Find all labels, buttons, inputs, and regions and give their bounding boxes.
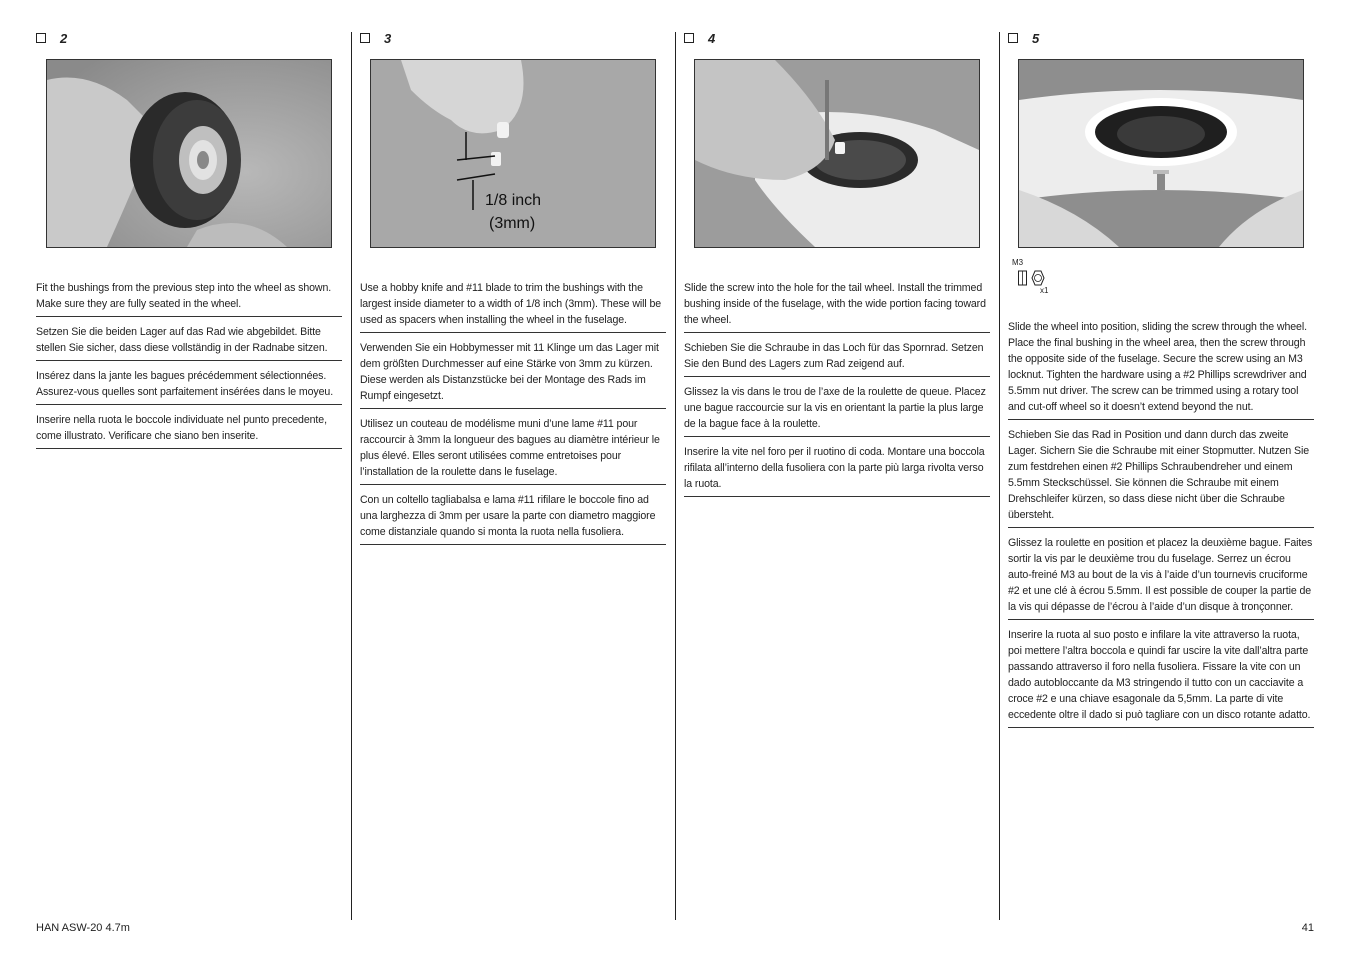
step-3-column [360, 28, 666, 550]
paragraph-german: Schieben Sie die Schraube in das Loch für das Spornrad. Setzen Sie den Bund des Lagers zum Rad zeigend auf. [684, 338, 990, 377]
paragraph-italian: Inserire la vite nel foro per il ruotino di coda. Montare una boccola rifilata all’interno della fusoliera con la parte più larga rivolta verso la ruota. [684, 442, 990, 497]
paragraph-english: Fit the bushings from the previous step into the wheel as shown. Make sure they are fully seated in the wheel. [36, 278, 342, 317]
checkbox-icon[interactable] [684, 33, 694, 43]
paragraph-italian: Inserire la ruota al suo posto e infilare la vite attraverso la ruota, poi mettere l’altra boccola e quindi far uscire la vite dall’altra parte passando attraverso il foro nella fusoliera. Fissare la vite con un dado autobloccante da M3 stringendo il tutto con un cacciavite a croce #2 e una chiave esagonale da 5,5mm. La parte di vite eccedente oltre il dado si può tagliare con un disco rotante adatto. [1008, 625, 1314, 728]
paragraph-english: Use a hobby knife and #11 blade to trim the bushings with the largest inside diameter to a width of 1/8 inch (3mm). These will be used as spacers when installing the wheel in the fuselage. [360, 278, 666, 333]
paragraph-german: Verwenden Sie ein Hobbymesser mit 11 Klinge um das Lager mit dem größten Durchmesser auf eine Stärke von 3mm zu kürzen. Diese werden als Distanzstücke bei der Montage des Rads im Rumpf eingesetzt. [360, 338, 666, 409]
hardware-label: M3 [1012, 258, 1024, 267]
checkbox-icon[interactable] [360, 33, 370, 43]
wheel-bushing-photo [46, 59, 332, 248]
footer-model-name: HAN ASW-20 4.7m [36, 922, 130, 934]
column-divider [351, 32, 352, 920]
step-number: 2 [60, 30, 68, 46]
photo-measure-label-mm: (3mm) [489, 215, 536, 232]
column-divider [999, 32, 1000, 920]
paragraph-french: Glissez la vis dans le trou de l’axe de la roulette de queue. Placez une bague raccourcie sur la vis en orientant la partie la plus large de la bague face à la roulette. [684, 382, 990, 437]
paragraph-french: Utilisez un couteau de modélisme muni d’une lame #11 pour raccourcir à 3mm la longueur des bagues au diamètre intérieur le plus élevé. Elles seront utilisées comme entretoises pour l’installation de la roulette dans le fuselage. [360, 414, 666, 485]
paragraph-italian: Con un coltello tagliabalsa e lama #11 rifilare le boccole fino ad una larghezza di 3mm per usare la parte con diametro maggiore come distanziale quando si monta la ruota nella fusoliera. [360, 490, 666, 545]
paragraph-german: Setzen Sie die beiden Lager auf das Rad wie abgebildet. Bitte stellen Sie sicher, dass diese vollständig in der Radnabe sitzen. [36, 322, 342, 361]
instruction-text [360, 278, 666, 545]
trimmed-bushing-photo [370, 59, 656, 248]
step-4-column [684, 28, 990, 502]
step-header [1008, 28, 1314, 48]
step-header [684, 28, 990, 48]
checkbox-icon[interactable] [36, 33, 46, 43]
paragraph-english: Slide the wheel into position, sliding the screw through the wheel. Place the final bushing in the wheel area, then the screw through the opposite side of the fuselage. Secure the screw using an M3 locknut. Tighten the hardware using a #2 Phillips screwdriver and 5.5mm nut driver. The screw can be trimmed using a rotary tool and cut-off wheel so it doesn’t extend beyond the nut. [1008, 317, 1314, 420]
hardware-callout [1008, 254, 1314, 304]
instruction-text [36, 278, 342, 449]
photo-measure-label: 1/8 inch [485, 192, 542, 209]
paragraph-german: Schieben Sie das Rad in Position und dann durch das zweite Lager. Sichern Sie die Schraube mit einer Stopmutter. Nutzen Sie zum festdrehen einen #2 Phillips Schraubendreher und einem 5.5mm Steckschüssel. Sie können die Schraube mit einem Drehschleifer kürzen, so dass diese nicht über die Schraube übersteht. [1008, 425, 1314, 528]
step-2-column [36, 28, 342, 454]
hardware-quantity: x1 [1040, 286, 1049, 295]
step-header [360, 28, 666, 48]
step-number: 3 [384, 30, 392, 46]
instruction-text [684, 278, 990, 497]
page-number: 41 [1301, 922, 1314, 934]
screw-fuselage-photo [694, 59, 980, 248]
step-number: 5 [1032, 30, 1040, 46]
paragraph-italian: Inserire nella ruota le boccole individuate nel punto precedente, come illustrato. Verificare che siano ben inserite. [36, 410, 342, 449]
wheel-installed-photo [1018, 59, 1304, 248]
checkbox-icon[interactable] [1008, 33, 1018, 43]
paragraph-french: Insérez dans la jante les bagues précédemment sélectionnées. Assurez-vous quelles sont parfaitement insérées dans le moyeu. [36, 366, 342, 405]
step-header [36, 28, 342, 48]
step-number: 4 [708, 30, 716, 46]
paragraph-english: Slide the screw into the hole for the tail wheel. Install the trimmed bushing inside of the fuselage, with the wide portion facing toward the wheel. [684, 278, 990, 333]
paragraph-french: Glissez la roulette en position et placez la deuxième bague. Faites sortir la vis par le deuxième trou du fuselage. Serrez un écrou auto-freiné M3 au bout de la vis à l’aide d’un tournevis cruciforme #2 et une clé à écrou 5.5mm. Il est possible de couper la partie de la vis qui dépasse de l’écrou à l’aide d’un disque à tronçonner. [1008, 533, 1314, 620]
instruction-text [1008, 317, 1314, 728]
column-divider [675, 32, 676, 920]
step-5-column [1008, 28, 1314, 733]
